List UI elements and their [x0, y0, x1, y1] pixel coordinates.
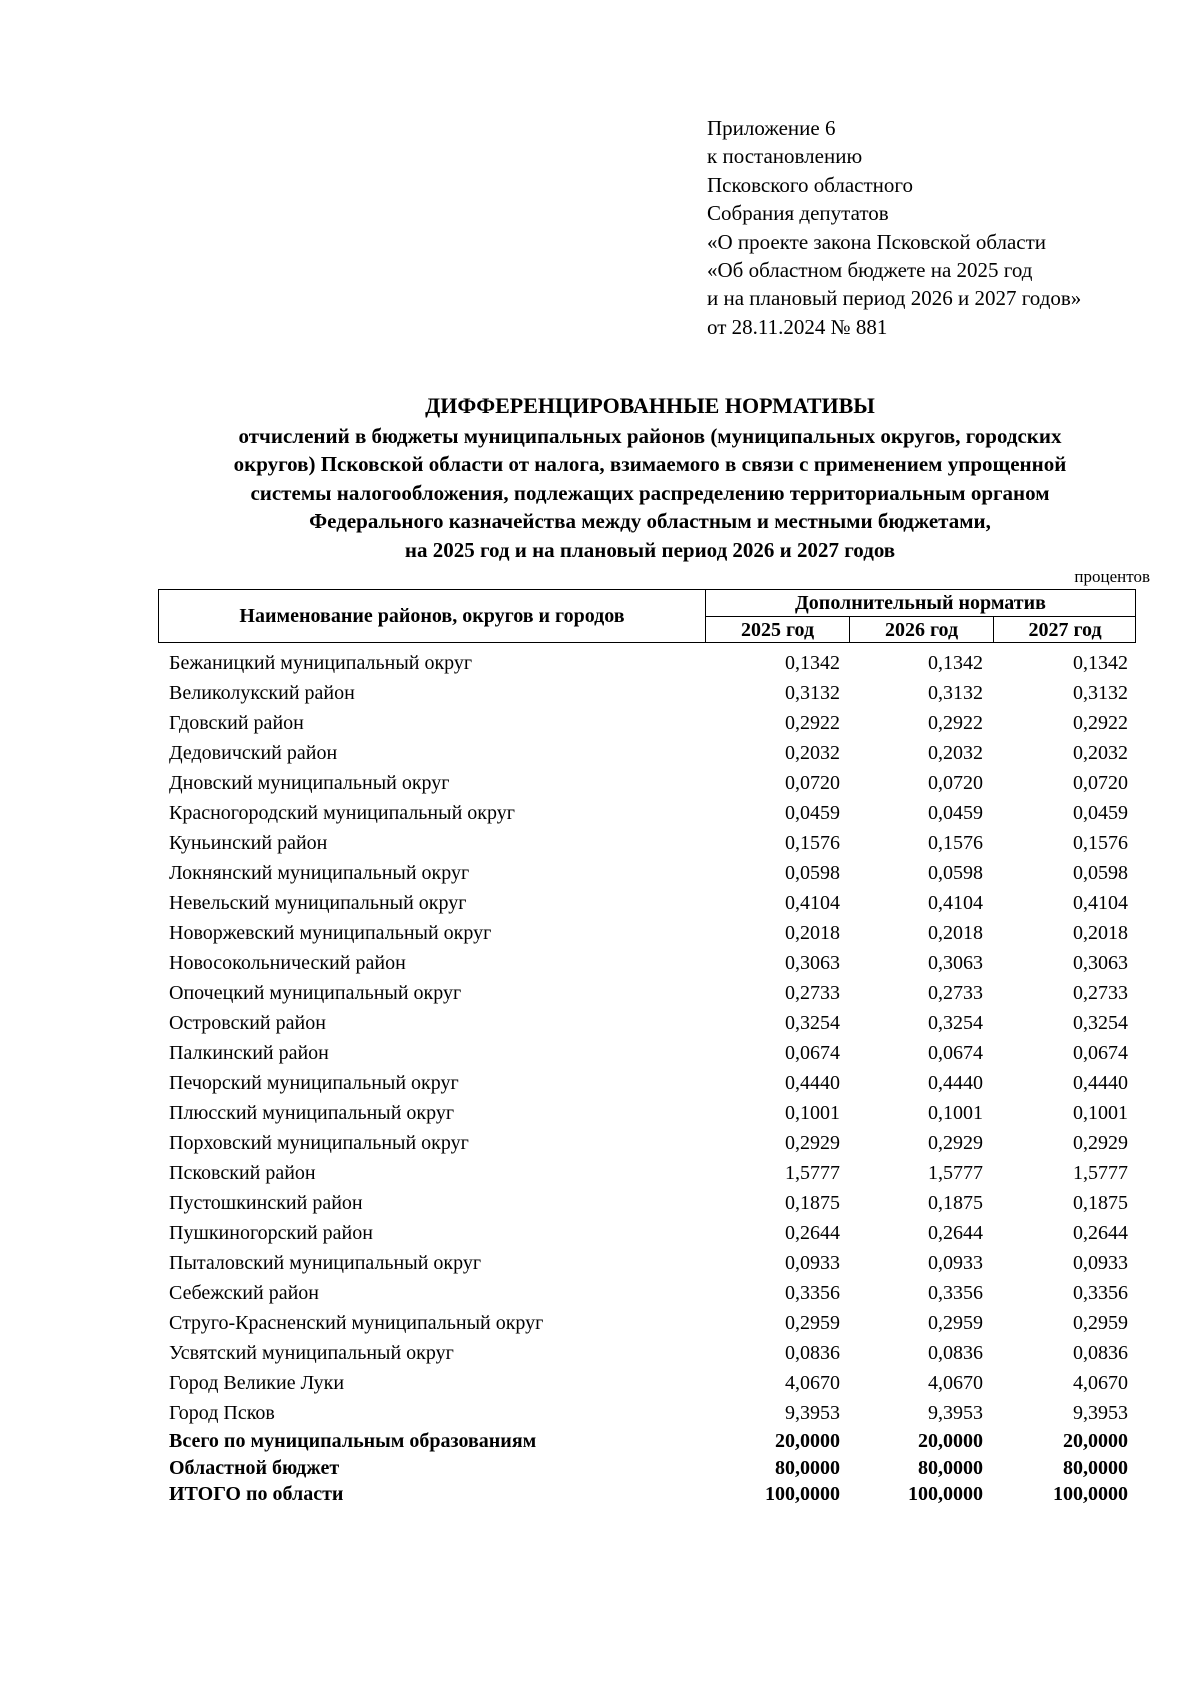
table-row	[0, 708, 1200, 738]
row-value-2025: 0,3254	[785, 1012, 840, 1034]
table-body	[0, 648, 1200, 1508]
row-value-2025: 100,0000	[765, 1483, 840, 1505]
row-value-2026: 0,0720	[928, 772, 983, 794]
row-value-2026: 80,0000	[918, 1456, 983, 1479]
row-value-2027: 0,2018	[1073, 922, 1128, 944]
row-value-2026: 0,1875	[928, 1192, 983, 1214]
table-row	[0, 1338, 1200, 1368]
row-value-2027: 0,0836	[1073, 1342, 1128, 1364]
row-name: Областной бюджет	[169, 1456, 340, 1479]
row-value-2025: 0,2644	[785, 1222, 840, 1244]
document-title	[150, 392, 1150, 565]
row-value-2027: 0,1342	[1073, 652, 1128, 674]
table-row	[0, 828, 1200, 858]
row-value-2025: 0,2959	[785, 1312, 840, 1334]
row-value-2025: 0,4104	[785, 892, 840, 914]
row-value-2025: 0,1342	[785, 652, 840, 674]
row-value-2027: 0,1576	[1073, 832, 1128, 854]
row-name: Псковский район	[169, 1162, 316, 1184]
row-value-2027: 0,0459	[1073, 802, 1128, 824]
row-name: Великолукский район	[169, 682, 355, 704]
row-value-2027: 0,2032	[1073, 742, 1128, 764]
row-value-2027: 9,3953	[1073, 1402, 1128, 1424]
table-row	[0, 648, 1200, 678]
appendix-line: от 28.11.2024 № 881	[707, 314, 888, 339]
title-line: системы налогообложения, подлежащих распределению территориальным органом	[250, 480, 1050, 505]
row-value-2026: 0,1001	[928, 1102, 983, 1124]
row-value-2027: 0,0933	[1073, 1252, 1128, 1274]
row-value-2027: 0,3356	[1073, 1282, 1128, 1304]
row-value-2026: 4,0670	[928, 1372, 983, 1394]
row-value-2026: 0,3356	[928, 1282, 983, 1304]
row-name: Куньинский район	[169, 832, 328, 854]
row-value-2027: 0,2733	[1073, 982, 1128, 1004]
row-value-2025: 20,0000	[775, 1430, 840, 1452]
row-value-2026: 0,2644	[928, 1222, 983, 1244]
row-value-2025: 0,1001	[785, 1102, 840, 1124]
row-value-2025: 0,2032	[785, 742, 840, 764]
row-name: Новосокольнический район	[169, 952, 406, 974]
row-name: Печорский муниципальный округ	[169, 1072, 459, 1094]
table-row	[0, 1188, 1200, 1218]
table-row	[0, 798, 1200, 828]
row-value-2026: 0,1342	[928, 652, 983, 674]
appendix-line: «Об областном бюджете на 2025 год	[707, 258, 1033, 283]
table-row	[0, 858, 1200, 888]
row-name: Себежский район	[169, 1282, 319, 1304]
row-value-2027: 0,0598	[1073, 862, 1128, 884]
row-value-2026: 20,0000	[918, 1430, 983, 1452]
table-row	[0, 1008, 1200, 1038]
appendix-line: и на плановый период 2026 и 2027 годов»	[707, 286, 1082, 311]
row-value-2026: 0,2922	[928, 712, 983, 734]
row-value-2025: 0,2733	[785, 982, 840, 1004]
table-header	[158, 589, 1136, 643]
row-value-2027: 0,2959	[1073, 1312, 1128, 1334]
appendix-line: к постановлению	[707, 144, 863, 169]
appendix-header	[707, 114, 1081, 341]
row-value-2025: 0,2018	[785, 922, 840, 944]
table-row	[0, 888, 1200, 918]
row-name: Новоржевский муниципальный округ	[169, 922, 492, 944]
row-value-2027: 0,0720	[1073, 772, 1128, 794]
row-name: Бежаницкий муниципальный округ	[169, 652, 473, 674]
row-value-2025: 1,5777	[785, 1162, 840, 1184]
table-row	[0, 1098, 1200, 1128]
row-value-2027: 4,0670	[1073, 1372, 1128, 1394]
row-name: Всего по муниципальным образованиям	[169, 1430, 537, 1452]
row-value-2025: 9,3953	[785, 1402, 840, 1424]
row-value-2025: 0,0836	[785, 1342, 840, 1364]
title-line: на 2025 год и на плановый период 2026 и 2027 годов	[404, 537, 896, 562]
row-value-2027: 0,4104	[1073, 892, 1128, 914]
row-value-2026: 100,0000	[908, 1483, 983, 1505]
row-value-2026: 0,2733	[928, 982, 983, 1004]
row-value-2027: 0,0674	[1073, 1042, 1128, 1064]
row-value-2025: 0,0933	[785, 1252, 840, 1274]
table-row	[0, 978, 1200, 1008]
row-value-2026: 0,3254	[928, 1012, 983, 1034]
name-column-header: Наименование районов, округов и городов	[159, 590, 706, 642]
row-value-2026: 0,3132	[928, 682, 983, 704]
table-row	[0, 678, 1200, 708]
row-value-2025: 4,0670	[785, 1372, 840, 1394]
row-name: Невельский муниципальный округ	[169, 892, 467, 914]
total-row	[0, 1481, 1200, 1508]
row-value-2025: 0,3063	[785, 952, 840, 974]
row-value-2027: 0,3254	[1073, 1012, 1128, 1034]
table-row	[0, 1128, 1200, 1158]
row-name: Пустошкинский район	[169, 1192, 363, 1214]
row-value-2026: 0,2032	[928, 742, 983, 764]
row-value-2027: 80,0000	[1063, 1456, 1128, 1479]
row-name: Дновский муниципальный округ	[169, 772, 450, 794]
row-name: Палкинский район	[169, 1042, 329, 1064]
row-value-2026: 0,1576	[928, 832, 983, 854]
row-value-2026: 9,3953	[928, 1402, 983, 1424]
row-value-2025: 0,2929	[785, 1132, 840, 1154]
row-value-2027: 20,0000	[1063, 1430, 1128, 1452]
row-value-2025: 80,0000	[775, 1456, 840, 1479]
row-value-2025: 0,0720	[785, 772, 840, 794]
row-value-2027: 0,1001	[1073, 1102, 1128, 1124]
row-name: Пыталовский муниципальный округ	[169, 1252, 482, 1274]
row-value-2027: 0,3063	[1073, 952, 1128, 974]
row-name: Красногородский муниципальный округ	[169, 802, 515, 824]
row-name: Усвятский муниципальный округ	[169, 1342, 454, 1364]
table-row	[0, 1308, 1200, 1338]
row-name: Островский район	[169, 1012, 326, 1034]
row-value-2027: 0,2922	[1073, 712, 1128, 734]
units-label: процентов	[1074, 567, 1150, 586]
row-name: Порховский муниципальный округ	[169, 1132, 469, 1154]
table-row	[0, 1278, 1200, 1308]
row-name: Дедовичский район	[169, 742, 338, 764]
table-row	[0, 918, 1200, 948]
row-value-2026: 0,4104	[928, 892, 983, 914]
row-value-2025: 0,1875	[785, 1192, 840, 1214]
total-row	[0, 1455, 1200, 1482]
appendix-line: Приложение 6	[707, 116, 836, 140]
row-value-2026: 0,0459	[928, 802, 983, 824]
row-value-2025: 0,4440	[785, 1072, 840, 1094]
year-header-2027: 2027 год	[1028, 619, 1102, 641]
row-value-2026: 1,5777	[928, 1162, 983, 1184]
row-name: Локнянский муниципальный округ	[169, 862, 470, 884]
row-value-2026: 0,2929	[928, 1132, 983, 1154]
row-value-2027: 0,1875	[1073, 1192, 1128, 1214]
table-row	[0, 768, 1200, 798]
row-value-2027: 1,5777	[1073, 1162, 1128, 1184]
row-value-2027: 100,0000	[1053, 1483, 1128, 1505]
title-line: отчислений в бюджеты муниципальных районов (муниципальных округов, городских	[238, 423, 1062, 448]
table-row	[0, 1398, 1200, 1428]
row-name: ИТОГО по области	[169, 1483, 344, 1505]
row-name: Плюсский муниципальный округ	[169, 1102, 455, 1124]
row-name: Опочецкий муниципальный округ	[169, 982, 462, 1004]
row-name: Струго-Красненский муниципальный округ	[169, 1312, 544, 1334]
row-value-2026: 0,0836	[928, 1342, 983, 1364]
table-row	[0, 1248, 1200, 1278]
row-value-2026: 0,0933	[928, 1252, 983, 1274]
title-line: округов) Псковской области от налога, взимаемого в связи с применением упрощенной	[233, 452, 1067, 477]
year-header-2026: 2026 год	[850, 617, 994, 643]
title-line: Федерального казначейства между областным и местными бюджетами,	[309, 509, 991, 534]
row-value-2027: 0,3132	[1073, 682, 1128, 704]
table-row	[0, 1218, 1200, 1248]
row-value-2026: 0,3063	[928, 952, 983, 974]
row-value-2026: 0,4440	[928, 1072, 983, 1094]
row-name: Город Великие Луки	[169, 1372, 345, 1394]
row-value-2027: 0,4440	[1073, 1072, 1128, 1094]
row-value-2027: 0,2929	[1073, 1132, 1128, 1154]
year-header-2025: 2025 год	[706, 617, 850, 643]
row-name: Гдовский район	[169, 712, 304, 734]
row-value-2027: 0,2644	[1073, 1222, 1128, 1244]
appendix-line: Собрания депутатов	[707, 201, 889, 226]
title-main: ДИФФЕРЕНЦИРОВАННЫЕ НОРМАТИВЫ	[425, 393, 875, 418]
table-row	[0, 1068, 1200, 1098]
row-value-2026: 0,2959	[928, 1312, 983, 1334]
table-row	[0, 948, 1200, 978]
table-row	[0, 1158, 1200, 1188]
row-name: Пушкиногорский район	[169, 1222, 373, 1244]
row-value-2025: 0,2922	[785, 712, 840, 734]
group-column-header: Дополнительный норматив	[706, 590, 1135, 617]
total-row	[0, 1428, 1200, 1455]
row-value-2025: 0,0459	[785, 802, 840, 824]
row-value-2025: 0,3132	[785, 682, 840, 704]
row-value-2026: 0,0674	[928, 1042, 983, 1064]
row-value-2025: 0,0674	[785, 1042, 840, 1064]
table-row	[0, 1368, 1200, 1398]
appendix-line: «О проекте закона Псковской области	[707, 229, 1047, 254]
row-value-2025: 0,3356	[785, 1282, 840, 1304]
table-row	[0, 1038, 1200, 1068]
row-name: Город Псков	[169, 1402, 275, 1424]
row-value-2026: 0,0598	[928, 862, 983, 884]
row-value-2025: 0,0598	[785, 862, 840, 884]
row-value-2026: 0,2018	[928, 922, 983, 944]
table-row	[0, 738, 1200, 768]
row-value-2025: 0,1576	[785, 832, 840, 854]
appendix-line: Псковского областного	[707, 172, 914, 197]
